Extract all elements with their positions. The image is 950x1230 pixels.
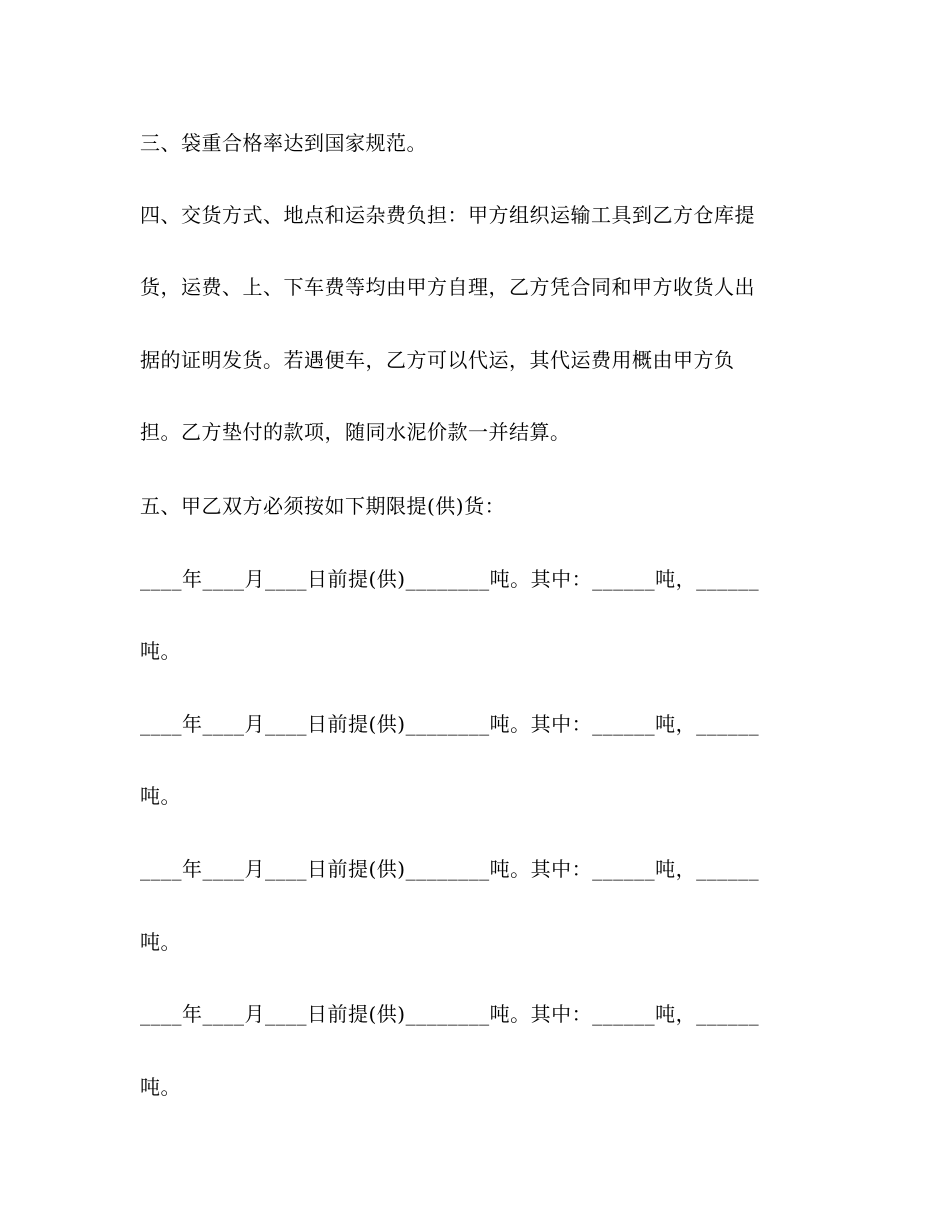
clause-3-line: 三、袋重合格率达到国家规范。: [140, 131, 427, 155]
clause-4-line-3: 据的证明发货。若遇便车，乙方可以代运，其代运费用概由甲方负: [140, 348, 735, 372]
clause-4-line-2: 货，运费、上、下车费等均由甲方自理，乙方凭合同和甲方收货人出: [140, 275, 755, 299]
delivery-schedule-line: ____年____月____日前提(供)________吨。其中：______吨，______: [140, 1002, 760, 1026]
delivery-schedule-unit: 吨。: [140, 930, 181, 954]
delivery-schedule-unit: 吨。: [140, 639, 181, 663]
delivery-schedule-line: ____年____月____日前提(供)________吨。其中：______吨，______: [140, 857, 760, 881]
delivery-schedule-unit: 吨。: [140, 1075, 181, 1099]
clause-4-line-1: 四、交货方式、地点和运杂费负担：甲方组织运输工具到乙方仓库提: [140, 203, 755, 227]
delivery-schedule-line: ____年____月____日前提(供)________吨。其中：______吨，______: [140, 567, 760, 591]
delivery-schedule-line: ____年____月____日前提(供)________吨。其中：______吨，______: [140, 712, 760, 736]
clause-5-line: 五、甲乙双方必须按如下期限提(供)货：: [140, 494, 506, 518]
clause-4-line-4: 担。乙方垫付的款项，随同水泥价款一并结算。: [140, 420, 571, 444]
delivery-schedule-unit: 吨。: [140, 784, 181, 808]
